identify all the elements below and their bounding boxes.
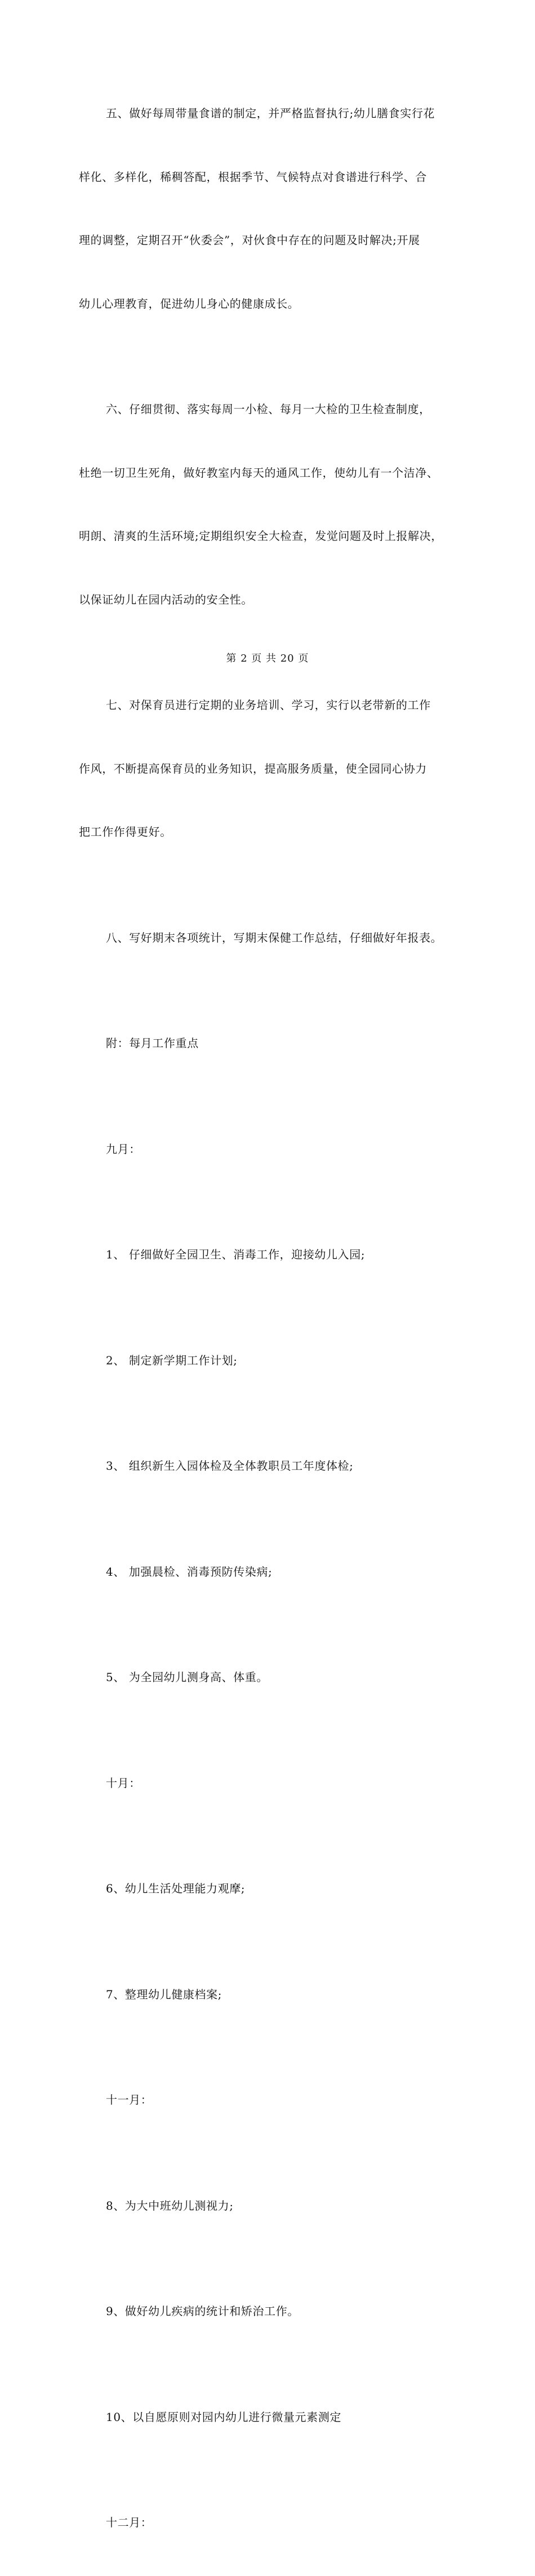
month-heading-november [79, 2047, 462, 2153]
text-line: 六、仔细贯彻、落实每周一小检、每月一大检的卫生检查制度， [106, 402, 431, 416]
appendix-heading [79, 991, 462, 1097]
text-line: 杜绝一切卫生死角，做好教室内每天的通风工作，使幼儿有一个洁净、 [79, 465, 439, 480]
list-item [79, 1942, 462, 2048]
text-line: 把工作作得更好。 [79, 825, 172, 839]
paragraph-8-statistics [79, 885, 462, 991]
month-heading-december [79, 2470, 462, 2576]
list-item [79, 1413, 462, 1519]
text-line: 十二月： [106, 2516, 153, 2529]
list-item [79, 2365, 462, 2471]
text-line: 3、 组织新生入园体检及全体教职员工年度体检; [106, 1459, 354, 1473]
text-line: 五、做好每周带量食谱的制定，并严格监督执行;幼儿膳食实行花 [106, 107, 435, 120]
document-body [79, 61, 462, 2576]
paragraph-5-menu [79, 61, 462, 357]
list-item [79, 2259, 462, 2365]
month-heading-october [79, 1731, 462, 1837]
text-line: 附：每月工作重点 [106, 1036, 199, 1050]
text-line: 作风，不断提高保育员的业务知识，提高服务质量，使全园同心协力 [79, 761, 427, 775]
list-item [79, 1625, 462, 1731]
text-line: 十一月： [106, 2093, 153, 2107]
text-line: 6、幼儿生活处理能力观摩; [106, 1882, 246, 1895]
list-item [79, 1836, 462, 1942]
paragraph-6-hygiene [79, 357, 462, 653]
text-line: 4、 加强晨检、消毒预防传染病; [106, 1564, 273, 1579]
page-footer [0, 650, 535, 665]
text-line: 九月： [106, 1142, 141, 1156]
text-line: 样化、多样化，稀稠答配，根据季节、气候特点对食谱进行科学、合 [79, 170, 427, 184]
text-line: 8、为大中班幼儿测视力; [106, 2198, 234, 2213]
text-line: 1、 仔细做好全园卫生、消毒工作，迎接幼儿入园; [106, 1248, 365, 1261]
text-line: 10、以自愿原则对园内幼儿进行微量元素测定 [106, 2410, 342, 2424]
text-line: 明朗、清爽的生活环境;定期组织安全大检查，发觉问题及时上报解决， [79, 529, 443, 543]
text-line: 七、对保育员进行定期的业务培训、学习，实行以老带新的工作 [106, 698, 431, 712]
text-line: 十月： [106, 1776, 141, 1790]
list-item [79, 1519, 462, 1625]
month-heading-september [79, 1097, 462, 1203]
text-line: 以保证幼儿在园内活动的安全性。 [79, 592, 253, 606]
text-line: 2、 制定新学期工作计划; [106, 1353, 238, 1367]
text-line: 幼儿心理教育，促进幼儿身心的健康成长。 [79, 296, 300, 311]
text-line: 5、 为全园幼儿测身高、体重。 [106, 1670, 269, 1684]
page-number: 第 2 页 共 20 页 [226, 653, 309, 664]
text-line: 理的调整，定期召开“伙委会”，对伙食中存在的问题及时解决;开展 [79, 233, 420, 247]
list-item [79, 1308, 462, 1414]
list-item [79, 1202, 462, 1308]
paragraph-7-training [79, 653, 462, 885]
text-line: 9、做好幼儿疾病的统计和矫治工作。 [106, 2304, 299, 2318]
list-item [79, 2153, 462, 2259]
text-line: 7、整理幼儿健康档案; [106, 1987, 222, 2001]
text-line: 八、写好期末各项统计，写期末保健工作总结，仔细做好年报表。 [106, 930, 443, 945]
